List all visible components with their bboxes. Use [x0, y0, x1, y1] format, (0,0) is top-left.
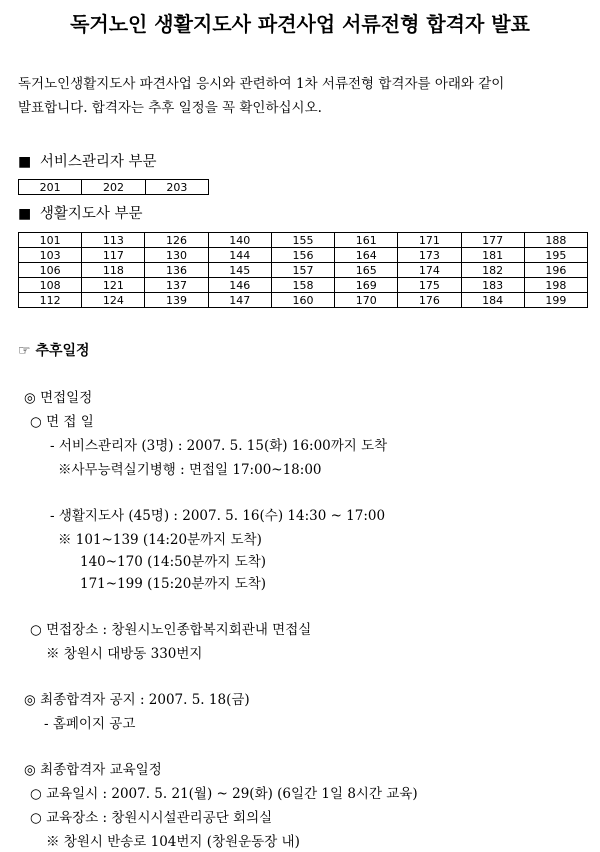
- table-cell: 184: [461, 293, 524, 308]
- life-interview-note-3: 171~199 (15:20분까지 도착): [80, 576, 267, 592]
- service-section-title: 서비스관리자 부문: [39, 154, 157, 170]
- table-cell: 146: [208, 278, 271, 293]
- table-cell: 203: [145, 180, 208, 195]
- service-number-table: [18, 179, 209, 195]
- intro-paragraph: [18, 72, 588, 120]
- table-cell: 144: [208, 248, 271, 263]
- table-cell: 103: [19, 248, 82, 263]
- page-title: 독거노인 생활지도사 파견사업 서류전형 합격자 발표: [70, 12, 530, 36]
- training-title: ◎ 최종합격자 교육일정: [24, 762, 162, 778]
- table-cell: 158: [271, 278, 334, 293]
- life-interview-line: - 생활지도사 (45명) : 2007. 5. 16(수) 14:30 ~ 17:00: [50, 508, 386, 524]
- table-cell: 126: [145, 233, 208, 248]
- square-bullet-icon: ■: [18, 154, 32, 170]
- table-row: [19, 233, 588, 248]
- table-row: [19, 180, 209, 195]
- table-cell: 117: [82, 248, 145, 263]
- table-cell: 198: [524, 278, 587, 293]
- square-bullet-icon: ■: [18, 206, 32, 222]
- table-cell: 156: [271, 248, 334, 263]
- service-section-heading: [18, 150, 157, 171]
- table-cell: 170: [335, 293, 398, 308]
- table-cell: 137: [145, 278, 208, 293]
- table-cell: 202: [82, 180, 145, 195]
- table-cell: 145: [208, 263, 271, 278]
- table-cell: 175: [398, 278, 461, 293]
- table-cell: 174: [398, 263, 461, 278]
- table-cell: 188: [524, 233, 587, 248]
- table-cell: 201: [19, 180, 82, 195]
- life-section-title: 생활지도사 부문: [39, 206, 143, 222]
- table-cell: 108: [19, 278, 82, 293]
- table-cell: 199: [524, 293, 587, 308]
- table-cell: 136: [145, 263, 208, 278]
- table-cell: 176: [398, 293, 461, 308]
- table-cell: 139: [145, 293, 208, 308]
- training-date-line: ○ 교육일시 : 2007. 5. 21(월) ~ 29(화) (6일간 1일 8시간 교육): [30, 786, 418, 802]
- interview-place-line: ○ 면접장소 : 창원시노인종합복지회관내 면접실: [30, 622, 312, 638]
- life-number-table: [18, 232, 588, 308]
- final-announcement-note: - 홈페이지 공고: [44, 716, 136, 732]
- table-cell: 181: [461, 248, 524, 263]
- interview-place-note: ※ 창원시 대방동 330번지: [46, 646, 203, 662]
- table-row: [19, 293, 588, 308]
- schedule-heading-text: 추후일정: [35, 343, 90, 359]
- table-cell: 121: [82, 278, 145, 293]
- table-cell: 140: [208, 233, 271, 248]
- service-interview-note: ※사무능력실기병행 : 면접일 17:00~18:00: [58, 462, 322, 478]
- life-interview-note-2: 140~170 (14:50분까지 도착): [80, 554, 267, 570]
- table-cell: 106: [19, 263, 82, 278]
- table-cell: 165: [335, 263, 398, 278]
- final-announcement-line: ◎ 최종합격자 공지 : 2007. 5. 18(금): [24, 692, 250, 708]
- table-cell: 195: [524, 248, 587, 263]
- table-row: [19, 248, 588, 263]
- table-cell: 183: [461, 278, 524, 293]
- table-cell: 157: [271, 263, 334, 278]
- table-cell: 160: [271, 293, 334, 308]
- table-cell: 161: [335, 233, 398, 248]
- interview-title: ◎ 면접일정: [24, 390, 93, 406]
- schedule-heading: [18, 340, 90, 360]
- life-section-heading: [18, 202, 143, 223]
- table-cell: 124: [82, 293, 145, 308]
- table-cell: 112: [19, 293, 82, 308]
- table-cell: 177: [461, 233, 524, 248]
- table-cell: 173: [398, 248, 461, 263]
- intro-line-2: 발표합니다. 합격자는 추후 일정을 꼭 확인하십시오.: [18, 100, 322, 116]
- table-cell: 155: [271, 233, 334, 248]
- table-cell: 182: [461, 263, 524, 278]
- life-interview-note-1: ※ 101~139 (14:20분까지 도착): [58, 532, 262, 548]
- table-row: [19, 278, 588, 293]
- table-cell: 147: [208, 293, 271, 308]
- training-place-note: ※ 창원시 반송로 104번지 (창원운동장 내): [46, 834, 300, 850]
- table-cell: 171: [398, 233, 461, 248]
- table-cell: 118: [82, 263, 145, 278]
- table-cell: 196: [524, 263, 587, 278]
- interview-date-label: ○ 면 접 일: [30, 414, 94, 430]
- table-cell: 130: [145, 248, 208, 263]
- table-cell: 164: [335, 248, 398, 263]
- table-row: [19, 263, 588, 278]
- pointing-hand-icon: ☞: [18, 343, 31, 359]
- intro-line-1: 독거노인생활지도사 파견사업 응시와 관련하여 1차 서류전형 합격자를 아래와 같이: [18, 76, 505, 92]
- table-cell: 169: [335, 278, 398, 293]
- table-cell: 101: [19, 233, 82, 248]
- table-cell: 113: [82, 233, 145, 248]
- service-interview-line: - 서비스관리자 (3명) : 2007. 5. 15(화) 16:00까지 도착: [50, 438, 388, 454]
- training-place-line: ○ 교육장소 : 창원시시설관리공단 회의실: [30, 810, 273, 826]
